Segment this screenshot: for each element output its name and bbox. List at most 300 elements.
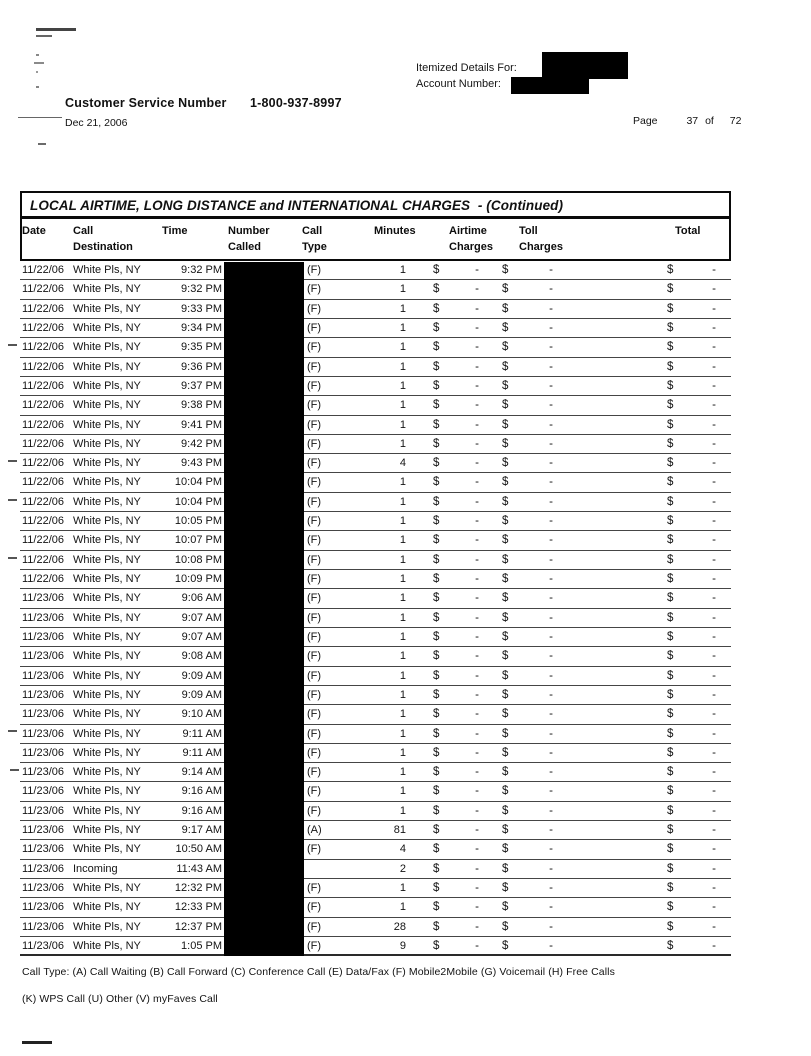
currency-symbol: $ bbox=[667, 824, 674, 837]
currency-symbol: $ bbox=[433, 476, 440, 489]
no-charge-dash: - bbox=[549, 399, 553, 412]
no-charge-dash: - bbox=[475, 341, 479, 354]
call-type: (F) bbox=[307, 302, 322, 315]
customer-service-number: 1-800-937-8997 bbox=[250, 96, 342, 110]
no-charge-dash: - bbox=[475, 283, 479, 296]
call-date: 11/22/06 bbox=[22, 302, 65, 315]
no-charge-dash: - bbox=[712, 476, 716, 489]
toll-charge bbox=[502, 300, 553, 318]
no-charge-dash: - bbox=[549, 630, 553, 643]
total-charge bbox=[667, 261, 716, 279]
redaction-account-number bbox=[511, 77, 589, 94]
total-charge bbox=[667, 300, 716, 318]
call-destination: White Pls, NY bbox=[73, 611, 141, 624]
toll-charge bbox=[502, 377, 553, 395]
no-charge-dash: - bbox=[712, 611, 716, 624]
call-minutes: 4 bbox=[399, 843, 406, 856]
call-type: (F) bbox=[307, 592, 322, 605]
no-charge-dash: - bbox=[475, 399, 479, 412]
table-row bbox=[20, 300, 731, 319]
currency-symbol: $ bbox=[433, 939, 440, 952]
toll-charge bbox=[502, 802, 553, 820]
no-charge-dash: - bbox=[712, 901, 716, 914]
no-charge-dash: - bbox=[475, 901, 479, 914]
currency-symbol: $ bbox=[667, 302, 674, 315]
currency-symbol: $ bbox=[502, 901, 509, 914]
column-header-call-type: Call Type bbox=[302, 225, 327, 253]
column-header-minutes: Minutes bbox=[374, 225, 416, 237]
currency-symbol: $ bbox=[667, 534, 674, 547]
airtime-charge bbox=[433, 358, 479, 376]
toll-charge bbox=[502, 860, 553, 878]
call-time: 12:32 PM bbox=[174, 882, 222, 894]
toll-charge bbox=[502, 628, 553, 646]
no-charge-dash: - bbox=[475, 708, 479, 721]
total-charge bbox=[667, 628, 716, 646]
scan-artifact bbox=[36, 86, 39, 88]
no-charge-dash: - bbox=[475, 573, 479, 585]
call-time: 9:38 PM bbox=[181, 399, 222, 412]
call-destination: White Pls, NY bbox=[73, 534, 141, 547]
airtime-charge bbox=[433, 782, 479, 800]
call-type: (F) bbox=[307, 650, 322, 663]
currency-symbol: $ bbox=[502, 341, 509, 354]
no-charge-dash: - bbox=[475, 882, 479, 894]
call-destination: White Pls, NY bbox=[73, 302, 141, 315]
currency-symbol: $ bbox=[502, 399, 509, 412]
total-charge bbox=[667, 705, 716, 723]
no-charge-dash: - bbox=[549, 611, 553, 624]
call-date: 11/22/06 bbox=[22, 264, 65, 276]
currency-symbol: $ bbox=[502, 515, 509, 528]
airtime-charge bbox=[433, 744, 479, 762]
currency-symbol: $ bbox=[433, 341, 440, 354]
currency-symbol: $ bbox=[667, 360, 674, 373]
no-charge-dash: - bbox=[549, 939, 553, 952]
airtime-charge bbox=[433, 725, 479, 743]
call-time: 10:09 PM bbox=[174, 573, 222, 585]
airtime-charge bbox=[433, 512, 479, 530]
itemized-details-label: Itemized Details For: bbox=[416, 62, 517, 74]
call-type: (F) bbox=[307, 437, 322, 450]
toll-charge bbox=[502, 667, 553, 685]
no-charge-dash: - bbox=[712, 399, 716, 412]
call-type: (F) bbox=[307, 939, 322, 952]
no-charge-dash: - bbox=[475, 862, 479, 875]
total-charge bbox=[667, 416, 716, 434]
table-row bbox=[20, 763, 731, 782]
currency-symbol: $ bbox=[433, 611, 440, 624]
redaction-number-called-column bbox=[224, 262, 304, 956]
call-time: 9:16 AM bbox=[181, 804, 222, 817]
call-minutes: 1 bbox=[399, 630, 406, 643]
call-destination: White Pls, NY bbox=[73, 727, 141, 740]
no-charge-dash: - bbox=[475, 592, 479, 605]
call-destination: White Pls, NY bbox=[73, 573, 141, 585]
toll-charge bbox=[502, 473, 553, 491]
no-charge-dash: - bbox=[549, 495, 553, 508]
call-time: 10:04 PM bbox=[174, 495, 222, 508]
currency-symbol: $ bbox=[667, 573, 674, 585]
table-row bbox=[20, 473, 731, 492]
currency-symbol: $ bbox=[502, 534, 509, 547]
table-row bbox=[20, 821, 731, 840]
toll-charge bbox=[502, 319, 553, 337]
currency-symbol: $ bbox=[433, 302, 440, 315]
call-type: (F) bbox=[307, 418, 322, 431]
page-total: 72 bbox=[729, 115, 742, 127]
no-charge-dash: - bbox=[475, 824, 479, 837]
call-time: 9:35 PM bbox=[181, 341, 222, 354]
currency-symbol: $ bbox=[667, 862, 674, 875]
call-date: 11/22/06 bbox=[22, 534, 65, 547]
scan-artifact bbox=[8, 344, 17, 346]
table-row bbox=[20, 744, 731, 763]
no-charge-dash: - bbox=[712, 283, 716, 296]
currency-symbol: $ bbox=[433, 553, 440, 566]
call-date: 11/23/06 bbox=[22, 804, 65, 817]
call-destination: White Pls, NY bbox=[73, 592, 141, 605]
no-charge-dash: - bbox=[712, 457, 716, 470]
call-date: 11/23/06 bbox=[22, 901, 65, 914]
currency-symbol: $ bbox=[433, 843, 440, 856]
call-destination: White Pls, NY bbox=[73, 360, 141, 373]
call-minutes: 1 bbox=[399, 341, 406, 354]
call-date: 11/23/06 bbox=[22, 727, 65, 740]
airtime-charge bbox=[433, 860, 479, 878]
scan-artifact bbox=[36, 71, 38, 73]
total-charge bbox=[667, 570, 716, 588]
scan-artifact bbox=[8, 499, 17, 501]
call-minutes: 1 bbox=[399, 573, 406, 585]
currency-symbol: $ bbox=[502, 360, 509, 373]
no-charge-dash: - bbox=[475, 688, 479, 701]
no-charge-dash: - bbox=[475, 457, 479, 470]
call-type: (F) bbox=[307, 766, 322, 779]
call-minutes: 1 bbox=[399, 379, 406, 392]
airtime-charge bbox=[433, 628, 479, 646]
call-type: (F) bbox=[307, 746, 322, 759]
call-minutes: 1 bbox=[399, 804, 406, 817]
airtime-charge bbox=[433, 647, 479, 665]
currency-symbol: $ bbox=[433, 592, 440, 605]
currency-symbol: $ bbox=[433, 399, 440, 412]
no-charge-dash: - bbox=[549, 843, 553, 856]
call-destination: White Pls, NY bbox=[73, 476, 141, 489]
no-charge-dash: - bbox=[475, 264, 479, 276]
toll-charge bbox=[502, 821, 553, 839]
currency-symbol: $ bbox=[667, 688, 674, 701]
airtime-charge bbox=[433, 763, 479, 781]
table-row bbox=[20, 840, 731, 859]
call-time: 9:16 AM bbox=[181, 785, 222, 798]
toll-charge bbox=[502, 435, 553, 453]
table-row bbox=[20, 628, 731, 647]
currency-symbol: $ bbox=[433, 495, 440, 508]
table-row bbox=[20, 589, 731, 608]
call-minutes: 1 bbox=[399, 495, 406, 508]
call-minutes: 1 bbox=[399, 437, 406, 450]
currency-symbol: $ bbox=[502, 882, 509, 894]
call-time: 10:50 AM bbox=[175, 843, 222, 856]
call-date: 11/23/06 bbox=[22, 592, 65, 605]
toll-charge bbox=[502, 763, 553, 781]
table-row bbox=[20, 377, 731, 396]
currency-symbol: $ bbox=[667, 766, 674, 779]
call-minutes: 1 bbox=[399, 708, 406, 721]
no-charge-dash: - bbox=[549, 592, 553, 605]
airtime-charge bbox=[433, 918, 479, 936]
total-charge bbox=[667, 802, 716, 820]
currency-symbol: $ bbox=[502, 746, 509, 759]
currency-symbol: $ bbox=[502, 476, 509, 489]
call-time: 9:07 AM bbox=[181, 611, 222, 624]
call-type: (F) bbox=[307, 321, 322, 334]
airtime-charge bbox=[433, 667, 479, 685]
call-destination: White Pls, NY bbox=[73, 746, 141, 759]
currency-symbol: $ bbox=[667, 495, 674, 508]
call-time: 9:33 PM bbox=[181, 302, 222, 315]
call-minutes: 1 bbox=[399, 321, 406, 334]
no-charge-dash: - bbox=[712, 708, 716, 721]
currency-symbol: $ bbox=[667, 418, 674, 431]
total-charge bbox=[667, 918, 716, 936]
total-charge bbox=[667, 725, 716, 743]
call-time: 9:32 PM bbox=[181, 283, 222, 296]
no-charge-dash: - bbox=[549, 341, 553, 354]
airtime-charge bbox=[433, 280, 479, 298]
call-minutes: 1 bbox=[399, 727, 406, 740]
call-destination: White Pls, NY bbox=[73, 341, 141, 354]
call-time: 9:11 AM bbox=[182, 746, 222, 759]
column-header-call-destination: Call Destination bbox=[73, 225, 133, 253]
call-destination: White Pls, NY bbox=[73, 553, 141, 566]
airtime-charge bbox=[433, 377, 479, 395]
no-charge-dash: - bbox=[549, 882, 553, 894]
call-date: 11/23/06 bbox=[22, 746, 65, 759]
call-type: (F) bbox=[307, 515, 322, 528]
total-charge bbox=[667, 493, 716, 511]
statement-date: Dec 21, 2006 bbox=[65, 117, 128, 129]
currency-symbol: $ bbox=[502, 573, 509, 585]
call-minutes: 9 bbox=[399, 939, 406, 952]
toll-charge bbox=[502, 589, 553, 607]
call-date: 11/23/06 bbox=[22, 920, 65, 933]
table-row bbox=[20, 551, 731, 570]
currency-symbol: $ bbox=[433, 630, 440, 643]
call-type: (F) bbox=[307, 476, 322, 489]
currency-symbol: $ bbox=[502, 283, 509, 296]
call-type: (F) bbox=[307, 553, 322, 566]
call-date: 11/22/06 bbox=[22, 437, 65, 450]
table-row bbox=[20, 705, 731, 724]
no-charge-dash: - bbox=[549, 727, 553, 740]
toll-charge bbox=[502, 261, 553, 279]
currency-symbol: $ bbox=[502, 669, 509, 682]
currency-symbol: $ bbox=[502, 843, 509, 856]
currency-symbol: $ bbox=[667, 379, 674, 392]
toll-charge bbox=[502, 531, 553, 549]
scan-artifact bbox=[8, 460, 17, 462]
call-destination: White Pls, NY bbox=[73, 708, 141, 721]
no-charge-dash: - bbox=[475, 920, 479, 933]
call-date: 11/23/06 bbox=[22, 669, 65, 682]
currency-symbol: $ bbox=[667, 437, 674, 450]
currency-symbol: $ bbox=[433, 824, 440, 837]
call-minutes: 1 bbox=[399, 476, 406, 489]
currency-symbol: $ bbox=[667, 727, 674, 740]
no-charge-dash: - bbox=[549, 862, 553, 875]
airtime-charge bbox=[433, 454, 479, 472]
table-row bbox=[20, 937, 731, 956]
no-charge-dash: - bbox=[549, 573, 553, 585]
total-charge bbox=[667, 744, 716, 762]
call-type: (F) bbox=[307, 264, 322, 276]
call-date: 11/23/06 bbox=[22, 785, 65, 798]
total-charge bbox=[667, 280, 716, 298]
call-time: 9:43 PM bbox=[181, 457, 222, 470]
scan-artifact bbox=[22, 1041, 52, 1044]
call-time: 9:41 PM bbox=[181, 418, 222, 431]
no-charge-dash: - bbox=[549, 920, 553, 933]
table-row bbox=[20, 725, 731, 744]
currency-symbol: $ bbox=[667, 283, 674, 296]
call-destination: Incoming bbox=[73, 862, 118, 875]
currency-symbol: $ bbox=[502, 553, 509, 566]
no-charge-dash: - bbox=[549, 785, 553, 798]
currency-symbol: $ bbox=[433, 650, 440, 663]
no-charge-dash: - bbox=[475, 553, 479, 566]
call-date: 11/22/06 bbox=[22, 418, 65, 431]
toll-charge bbox=[502, 725, 553, 743]
table-row bbox=[20, 918, 731, 937]
table-row bbox=[20, 493, 731, 512]
currency-symbol: $ bbox=[667, 650, 674, 663]
no-charge-dash: - bbox=[475, 476, 479, 489]
no-charge-dash: - bbox=[549, 283, 553, 296]
call-type: (F) bbox=[307, 360, 322, 373]
no-charge-dash: - bbox=[549, 688, 553, 701]
toll-charge bbox=[502, 937, 553, 954]
no-charge-dash: - bbox=[712, 669, 716, 682]
currency-symbol: $ bbox=[502, 302, 509, 315]
no-charge-dash: - bbox=[475, 321, 479, 334]
currency-symbol: $ bbox=[667, 746, 674, 759]
call-minutes: 1 bbox=[399, 766, 406, 779]
call-type: (F) bbox=[307, 804, 322, 817]
currency-symbol: $ bbox=[433, 534, 440, 547]
no-charge-dash: - bbox=[475, 804, 479, 817]
call-minutes: 1 bbox=[399, 882, 406, 894]
call-type: (F) bbox=[307, 495, 322, 508]
no-charge-dash: - bbox=[549, 824, 553, 837]
airtime-charge bbox=[433, 898, 479, 916]
currency-symbol: $ bbox=[667, 920, 674, 933]
airtime-charge bbox=[433, 319, 479, 337]
currency-symbol: $ bbox=[502, 862, 509, 875]
no-charge-dash: - bbox=[712, 437, 716, 450]
currency-symbol: $ bbox=[433, 766, 440, 779]
no-charge-dash: - bbox=[475, 379, 479, 392]
call-destination: White Pls, NY bbox=[73, 321, 141, 334]
call-date: 11/22/06 bbox=[22, 399, 65, 412]
no-charge-dash: - bbox=[712, 592, 716, 605]
currency-symbol: $ bbox=[433, 457, 440, 470]
scan-artifact bbox=[10, 769, 19, 771]
no-charge-dash: - bbox=[475, 746, 479, 759]
table-row bbox=[20, 860, 731, 879]
call-type: (F) bbox=[307, 920, 322, 933]
currency-symbol: $ bbox=[433, 882, 440, 894]
table-row bbox=[20, 319, 731, 338]
call-date: 11/23/06 bbox=[22, 766, 65, 779]
toll-charge bbox=[502, 338, 553, 356]
table-row bbox=[20, 261, 731, 280]
no-charge-dash: - bbox=[549, 379, 553, 392]
airtime-charge bbox=[433, 300, 479, 318]
call-minutes: 28 bbox=[393, 920, 406, 933]
no-charge-dash: - bbox=[475, 785, 479, 798]
currency-symbol: $ bbox=[667, 515, 674, 528]
call-minutes: 1 bbox=[399, 688, 406, 701]
table-row bbox=[20, 358, 731, 377]
call-type: (F) bbox=[307, 630, 322, 643]
total-charge bbox=[667, 840, 716, 858]
currency-symbol: $ bbox=[667, 901, 674, 914]
no-charge-dash: - bbox=[549, 457, 553, 470]
call-destination: White Pls, NY bbox=[73, 379, 141, 392]
airtime-charge bbox=[433, 473, 479, 491]
toll-charge bbox=[502, 918, 553, 936]
no-charge-dash: - bbox=[475, 534, 479, 547]
call-minutes: 1 bbox=[399, 592, 406, 605]
no-charge-dash: - bbox=[712, 573, 716, 585]
total-charge bbox=[667, 454, 716, 472]
no-charge-dash: - bbox=[712, 418, 716, 431]
no-charge-dash: - bbox=[549, 746, 553, 759]
currency-symbol: $ bbox=[433, 669, 440, 682]
no-charge-dash: - bbox=[475, 843, 479, 856]
scan-artifact bbox=[36, 35, 52, 37]
table-row bbox=[20, 570, 731, 589]
table-row bbox=[20, 435, 731, 454]
no-charge-dash: - bbox=[712, 688, 716, 701]
no-charge-dash: - bbox=[475, 515, 479, 528]
currency-symbol: $ bbox=[502, 379, 509, 392]
call-type: (F) bbox=[307, 669, 322, 682]
call-minutes: 81 bbox=[393, 824, 406, 837]
currency-symbol: $ bbox=[667, 882, 674, 894]
no-charge-dash: - bbox=[712, 534, 716, 547]
currency-symbol: $ bbox=[433, 573, 440, 585]
call-type: (F) bbox=[307, 534, 322, 547]
call-date: 11/22/06 bbox=[22, 515, 65, 528]
toll-charge bbox=[502, 782, 553, 800]
toll-charge bbox=[502, 512, 553, 530]
airtime-charge bbox=[433, 396, 479, 414]
no-charge-dash: - bbox=[475, 418, 479, 431]
table-row bbox=[20, 609, 731, 628]
column-header-date: Date bbox=[22, 225, 46, 237]
currency-symbol: $ bbox=[502, 824, 509, 837]
currency-symbol: $ bbox=[667, 630, 674, 643]
table-row bbox=[20, 338, 731, 357]
currency-symbol: $ bbox=[502, 708, 509, 721]
no-charge-dash: - bbox=[549, 418, 553, 431]
table-row bbox=[20, 531, 731, 550]
call-time: 9:08 AM bbox=[181, 650, 222, 663]
call-date: 11/23/06 bbox=[22, 650, 65, 663]
